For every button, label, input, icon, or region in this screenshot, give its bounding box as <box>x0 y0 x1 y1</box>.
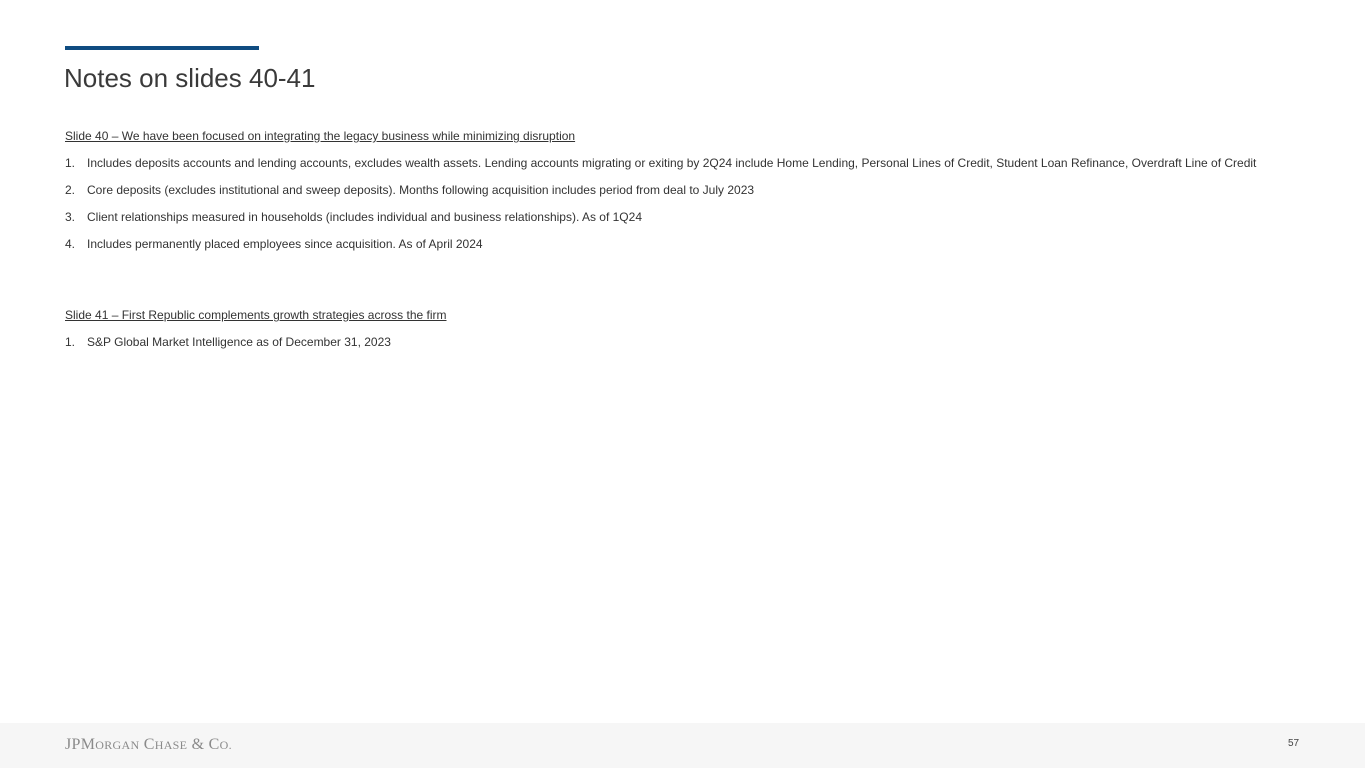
footer <box>0 723 1365 768</box>
note-item <box>65 209 1280 226</box>
section-heading: Slide 41 – First Republic complements growth strategies across the firm <box>65 308 447 322</box>
page-title: Notes on slides 40-41 <box>64 63 316 93</box>
note-number: 3. <box>65 210 76 224</box>
note-number: 1. <box>65 335 76 349</box>
section-heading: Slide 40 – We have been focused on integrating the legacy business while minimizing disruption <box>65 129 576 143</box>
note-text: Includes deposits accounts and lending accounts, excludes wealth assets. Lending accounts migrating or exiting by 2Q24 include Home Lending, Personal Lines of Credit, Student Loan Refinance, Overdraft Line of Credit <box>87 156 1257 170</box>
title-accent-bar <box>65 46 259 50</box>
page-number: 57 <box>1288 738 1300 749</box>
company-logo: JPMORGAN CHASE & CO. <box>65 736 232 753</box>
note-item <box>65 236 1280 253</box>
notes-section-slide-40 <box>65 128 1280 263</box>
note-text: Client relationships measured in households (includes individual and business relationships). As of 1Q24 <box>87 210 642 224</box>
note-text: Includes permanently placed employees since acquisition. As of April 2024 <box>87 237 483 251</box>
note-number: 2. <box>65 183 76 197</box>
note-number: 4. <box>65 237 76 251</box>
note-text: S&P Global Market Intelligence as of December 31, 2023 <box>87 335 391 349</box>
note-item <box>65 182 1280 199</box>
note-item <box>65 155 1280 172</box>
notes-section-slide-41 <box>65 307 1280 361</box>
note-text: Core deposits (excludes institutional and sweep deposits). Months following acquisition includes period from deal to July 2023 <box>87 183 755 197</box>
note-number: 1. <box>65 156 76 170</box>
note-item <box>65 334 1280 351</box>
